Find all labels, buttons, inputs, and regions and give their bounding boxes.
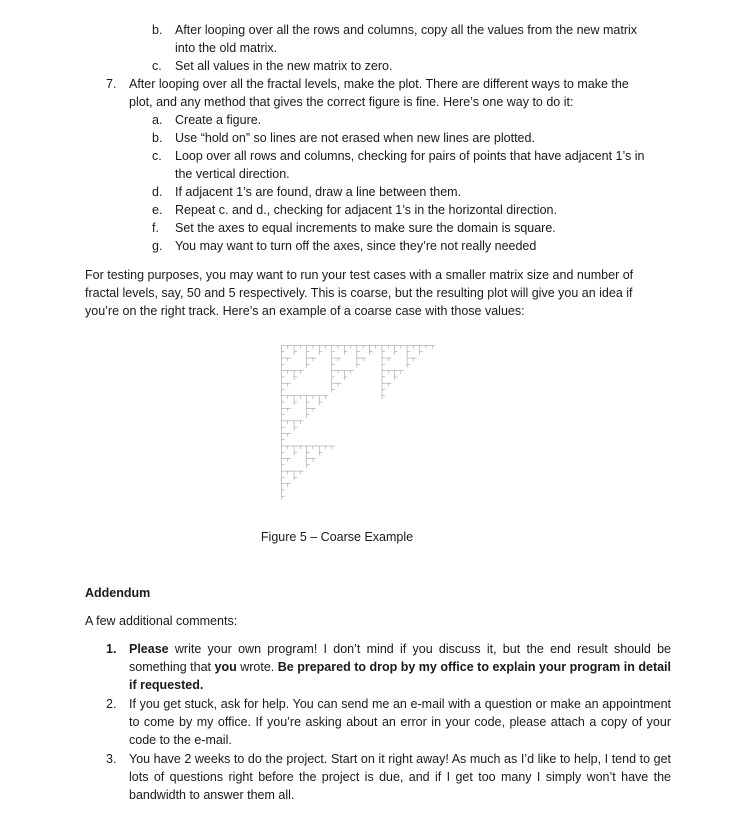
- list-label-b: b.: [152, 23, 163, 37]
- subitem-text: Create a figure.: [175, 113, 262, 127]
- addendum-intro: A few additional comments:: [85, 614, 238, 628]
- list-item-b-line2: into the old matrix.: [175, 41, 278, 55]
- emphasis-you: you: [214, 660, 237, 674]
- addendum-item-number: 2.: [106, 697, 117, 711]
- addendum-item-3: You have 2 weeks to do the project. Start on it right away! As much as I’d like to help, I tend to get lots of questions right before the project is due, and if I get too many I simply won’t have the bandwidth to answer them all.: [129, 752, 671, 802]
- subitem-text: Loop over all rows and columns, checking for pairs of points that have adjacent 1’s in: [175, 149, 645, 163]
- addendum-item-number: 3.: [106, 752, 117, 766]
- subitem-text: Use “hold on” so lines are not erased when new lines are plotted.: [175, 131, 535, 145]
- step-7-number: 7.: [106, 77, 117, 91]
- subitem-text: If adjacent 1’s are found, draw a line between them.: [175, 185, 462, 199]
- addendum-item-2: If you get stuck, ask for help. You can send me an e-mail with a question or make an appointment to come by my office. If you’re asking about an error in your code, please attach a copy of your code to the e-mail.: [129, 697, 671, 747]
- emphasis-please: Please: [129, 642, 169, 656]
- addendum-item-1-text: write your own program! I don’t mind if you discuss it, but the end result should be something that: [129, 642, 671, 674]
- emphasis-office: Be prepared to drop by my office to explain your program in detail if requested.: [129, 660, 672, 692]
- testing-line2: fractal levels, say, 50 and 5 respectively. This is coarse, but the resulting plot will give you an idea if: [85, 286, 633, 300]
- subitem-label: e.: [152, 203, 163, 217]
- list-item-c-text: Set all values in the new matrix to zero.: [175, 59, 393, 73]
- subitem-label: g.: [152, 239, 163, 253]
- addendum-item-1: [129, 640, 671, 694]
- subitem-label: a.: [152, 113, 163, 127]
- list-item-b-line1: After looping over all the rows and columns, copy all the values from the new matrix: [175, 23, 638, 37]
- addendum-item-number: 1.: [106, 642, 117, 656]
- subitem-text-cont: the vertical direction.: [175, 167, 290, 181]
- addendum-item-1-text2: wrote.: [236, 660, 278, 674]
- testing-line1: For testing purposes, you may want to run your test cases with a smaller matrix size and number of: [85, 268, 634, 282]
- subitem-text: Repeat c. and d., checking for adjacent 1’s in the horizontal direction.: [175, 203, 557, 217]
- step-7-line2: plot, and any method that gives the correct figure is fine. Here’s one way to do it:: [129, 95, 574, 109]
- subitem-label: b.: [152, 131, 163, 145]
- fractal-figure: [281, 345, 438, 502]
- subitem-label: c.: [152, 149, 162, 163]
- fractal-lines: [282, 346, 436, 500]
- step-7-line1: After looping over all the fractal levels, make the plot. There are different ways to make the: [129, 77, 629, 91]
- testing-line3: you’re on the right track. Here’s an example of a coarse case with those values:: [85, 304, 525, 318]
- addendum-heading: Addendum: [85, 586, 151, 600]
- list-label-c: c.: [152, 59, 162, 73]
- subitem-text: Set the axes to equal increments to make sure the domain is square.: [175, 221, 556, 235]
- subitem-label: f.: [152, 221, 159, 235]
- figure-caption: Figure 5 – Coarse Example: [260, 530, 414, 544]
- subitem-text: You may want to turn off the axes, since they’re not really needed: [175, 239, 537, 253]
- subitem-label: d.: [152, 185, 163, 199]
